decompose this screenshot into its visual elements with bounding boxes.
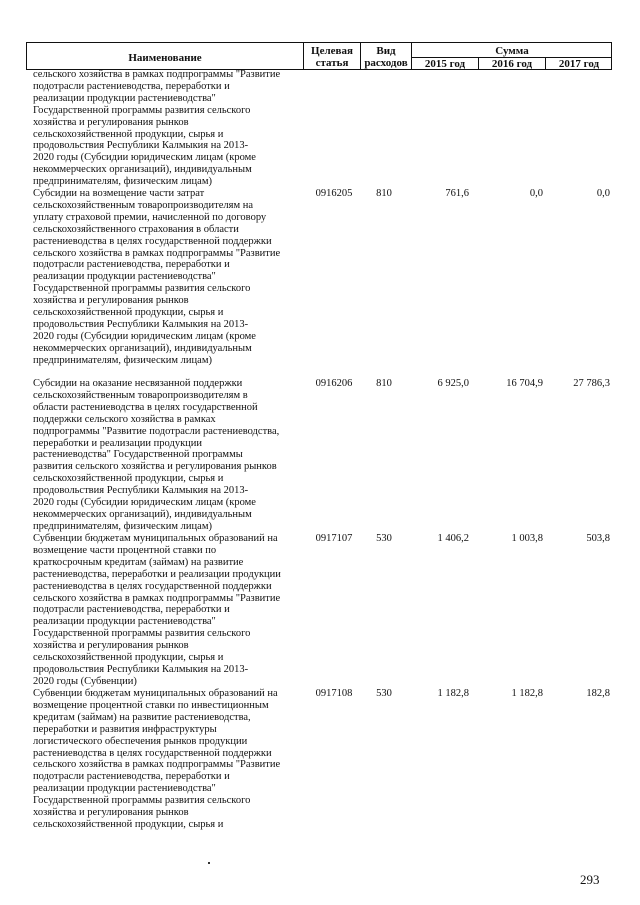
row-name: Субвенции бюджетам муниципальных образований на возмещение части процентной ставки по краткосрочным кредитам (займам) на развитие растениеводства, переработки и реализации продукции растениеводства в целях государственной поддержки сельского хозяйства в рамках подпрограммы "Развитие подотрасли растениеводства, переработки и реализации продукции растениеводства" Государственной программы развития сельского хозяйства и регулирования рынков сельскохозяйственной продукции, сырья и продовольствия Республики Калмыкия на 2013- 2020 годы (Субвенции): [33, 533, 281, 687]
row-kind: 810: [376, 188, 392, 199]
row-name: сельского хозяйства в рамках подпрограммы "Развитие подотрасли растениеводства, переработки и реализации продукции растениеводства" Государственной программы развития сельского хозяйства и регулирования рынков сельскохозяйственной продукции, сырья и продовольствия Республики Калмыкия на 2013- 2020 годы (Субсидии юридическим лицам (кроме некоммерческих организаций), индивидуальным предпринимателям, физическим лицам): [33, 69, 281, 188]
header-article-line2: статья: [315, 57, 349, 69]
header-kind: [361, 45, 411, 69]
header-2015: 2015 год: [424, 58, 466, 70]
row-kind: 810: [376, 378, 392, 389]
scan-speck: [208, 862, 210, 864]
row-2015: 1 406,2: [437, 533, 469, 544]
header-sum: Сумма: [495, 45, 529, 57]
header-article-line1: Целевая: [311, 45, 353, 57]
table-header: [26, 42, 612, 70]
row-2017: 182,8: [586, 688, 610, 699]
header-2017: 2017 год: [558, 58, 600, 70]
row-article: 0916206: [315, 378, 353, 389]
row-name: Субсидии на оказание несвязанной поддержки сельскохозяйственным товаропроизводителям в области растениеводства в целях государственной поддержки сельского хозяйства в рамках подпрограммы "Развитие подотрасли растениеводства, переработки и реализации продукции растениеводства" Государственной программы развития сельского хозяйства и регулирования рынков сельскохозяйственной продукции, сырья и продовольствия Республики Калмыкия на 2013- 2020 годы (Субсидии юридическим лицам (кроме некоммерческих организаций), индивидуальным предпринимателям, физическим лицам): [33, 378, 280, 532]
table-body: [26, 69, 612, 838]
row-2016: 16 704,9: [506, 378, 543, 389]
row-article: 0917107: [315, 533, 353, 544]
header-kind-line1: Вид: [376, 45, 396, 57]
table-row: [26, 188, 612, 378]
header-name: Наименование: [128, 52, 202, 64]
table-row: [26, 69, 612, 188]
row-2016: 1 003,8: [511, 533, 543, 544]
row-kind: 530: [376, 533, 392, 544]
row-article: 0917108: [315, 688, 353, 699]
row-2015: 761,6: [445, 188, 469, 199]
row-article: 0916205: [315, 188, 353, 199]
row-2015: 1 182,8: [437, 688, 469, 699]
table-row: [26, 378, 612, 533]
row-name: Субсидии на возмещение части затрат сельскохозяйственным товаропроизводителям на уплату страховой премии, начисленной по договору сельскохозяйственного страхования в области растениеводства в целях государственной поддержки сельского хозяйства в рамках подпрограммы "Развитие подотрасли растениеводства, переработки и реализации продукции растениеводства" Государственной программы развития сельского хозяйства и регулирования рынков сельскохозяйственной продукции, сырья и продовольствия Республики Калмыкия на 2013- 2020 годы (Субсидии юридическим лицам (кроме некоммерческих организаций), индивидуальным предпринимателям, физическим лицам): [33, 188, 281, 366]
row-kind: 530: [376, 688, 392, 699]
row-2017: 503,8: [586, 533, 610, 544]
header-article: [304, 45, 360, 69]
header-2016: 2016 год: [491, 58, 533, 70]
row-2015: 6 925,0: [437, 378, 469, 389]
row-2017: 0,0: [596, 188, 610, 199]
row-2016: 1 182,8: [511, 688, 543, 699]
row-2016: 0,0: [529, 188, 543, 199]
row-name: Субвенции бюджетам муниципальных образований на возмещение процентной ставки по инвестиционным кредитам (займам) на развитие растениеводства, переработки и развития инфраструктуры логистического обеспечения рынков продукции растениеводства в целях государственной поддержки сельского хозяйства в рамках подпрограммы "Развитие подотрасли растениеводства, переработки и реализации продукции растениеводства" Государственной программы развития сельского хозяйства и регулирования рынков сельскохозяйственной продукции, сырья и: [33, 688, 281, 830]
row-2017: 27 786,3: [573, 378, 610, 389]
table-row: [26, 688, 612, 838]
table-row: [26, 533, 612, 688]
page-number: 293: [580, 872, 600, 887]
header-kind-line2: расходов: [364, 57, 408, 69]
